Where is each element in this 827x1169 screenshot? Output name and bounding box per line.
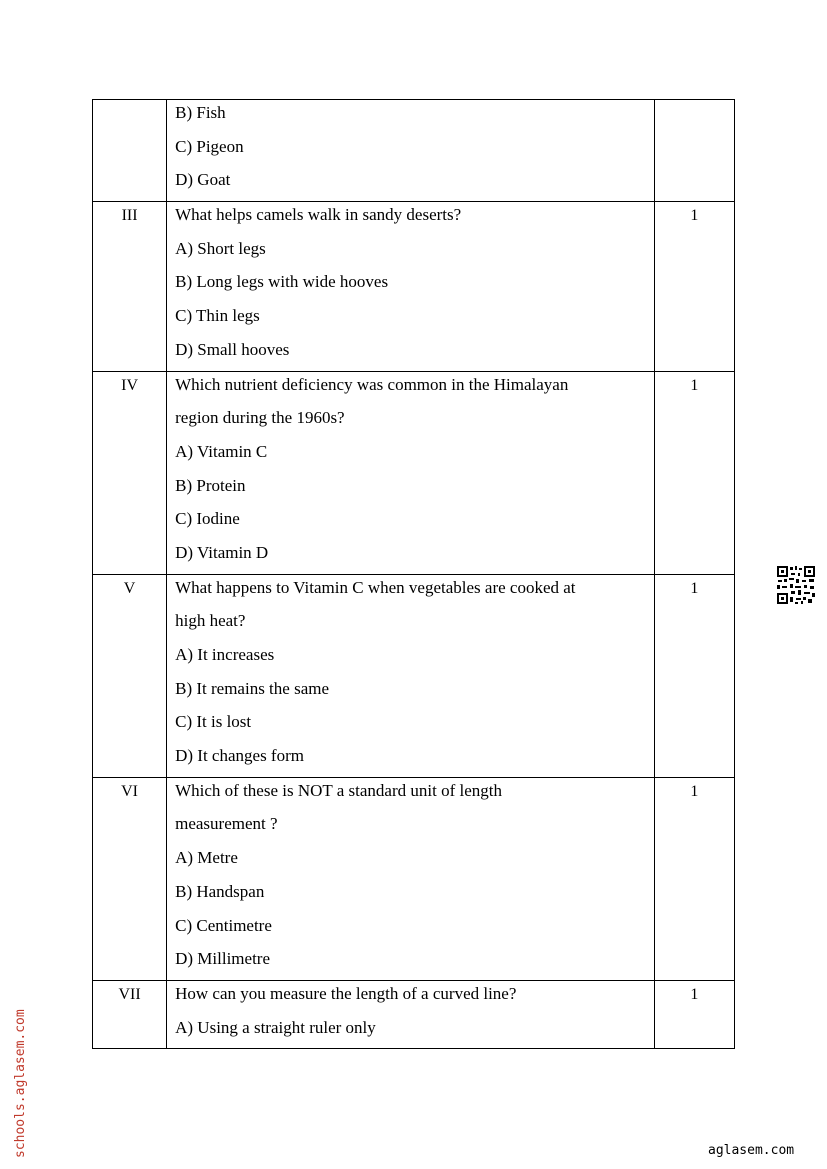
question-row: [93, 777, 735, 980]
question-number: VII: [93, 980, 167, 1048]
question-line: A) Short legs: [175, 238, 266, 258]
question-line: B) Fish: [175, 103, 226, 122]
question-line: B) Protein: [175, 475, 246, 495]
question-line: D) Goat: [175, 170, 231, 190]
question-line: B) Long legs with wide hooves: [175, 272, 389, 292]
question-text: What helps camels walk in sandy deserts?: [175, 205, 462, 225]
question-line: A) Metre: [175, 848, 238, 868]
question-line: D) Millimetre: [175, 949, 271, 969]
question-line: C) Pigeon: [175, 136, 244, 156]
question-marks: 1: [654, 980, 734, 1048]
question-text: Which nutrient deficiency was common in the Himalayan: [175, 374, 569, 394]
question-content: [167, 574, 655, 777]
question-content: [167, 777, 655, 980]
question-marks: 1: [654, 777, 734, 980]
question-content: [167, 371, 655, 574]
question-marks: 1: [654, 371, 734, 574]
question-text: What happens to Vitamin C when vegetables are cooked at: [175, 577, 576, 597]
footer-watermark: aglasem.com: [708, 1143, 795, 1158]
question-line: measurement ?: [175, 814, 278, 834]
question-row: [93, 980, 735, 1048]
question-row: [93, 371, 735, 574]
question-line: C) Iodine: [175, 509, 240, 529]
question-table: [92, 99, 735, 1049]
question-content: [167, 980, 655, 1048]
question-line: C) Centimetre: [175, 915, 272, 935]
question-line: B) It remains the same: [175, 678, 330, 698]
question-content: [167, 202, 655, 371]
question-number: III: [93, 202, 167, 371]
question-line: A) Using a straight ruler only: [175, 1017, 376, 1037]
question-marks: [654, 100, 734, 202]
question-row: [93, 574, 735, 777]
side-watermark: schools.aglasem.com: [13, 1009, 28, 1158]
question-line: C) It is lost: [175, 712, 252, 732]
question-line: D) It changes form: [175, 746, 304, 766]
question-row: [93, 100, 735, 202]
question-marks: 1: [654, 202, 734, 371]
question-line: high heat?: [175, 611, 246, 631]
question-line: A) It increases: [175, 645, 275, 664]
question-number: VI: [93, 777, 167, 980]
question-line: C) Thin legs: [175, 306, 260, 326]
question-marks: 1: [654, 574, 734, 777]
question-line: B) Handspan: [175, 881, 265, 901]
question-text: How can you measure the length of a curved line?: [175, 983, 517, 1003]
question-content: [167, 100, 655, 202]
question-number: IV: [93, 371, 167, 574]
qr-code-icon: [776, 565, 816, 605]
question-line: region during the 1960s?: [175, 408, 345, 428]
question-number: [93, 100, 167, 202]
question-number: V: [93, 574, 167, 777]
question-line: D) Small hooves: [175, 339, 290, 359]
question-text: Which of these is NOT a standard unit of length: [175, 780, 502, 800]
question-line: A) Vitamin C: [175, 441, 268, 461]
question-line: D) Vitamin D: [175, 542, 269, 562]
question-row: [93, 202, 735, 371]
